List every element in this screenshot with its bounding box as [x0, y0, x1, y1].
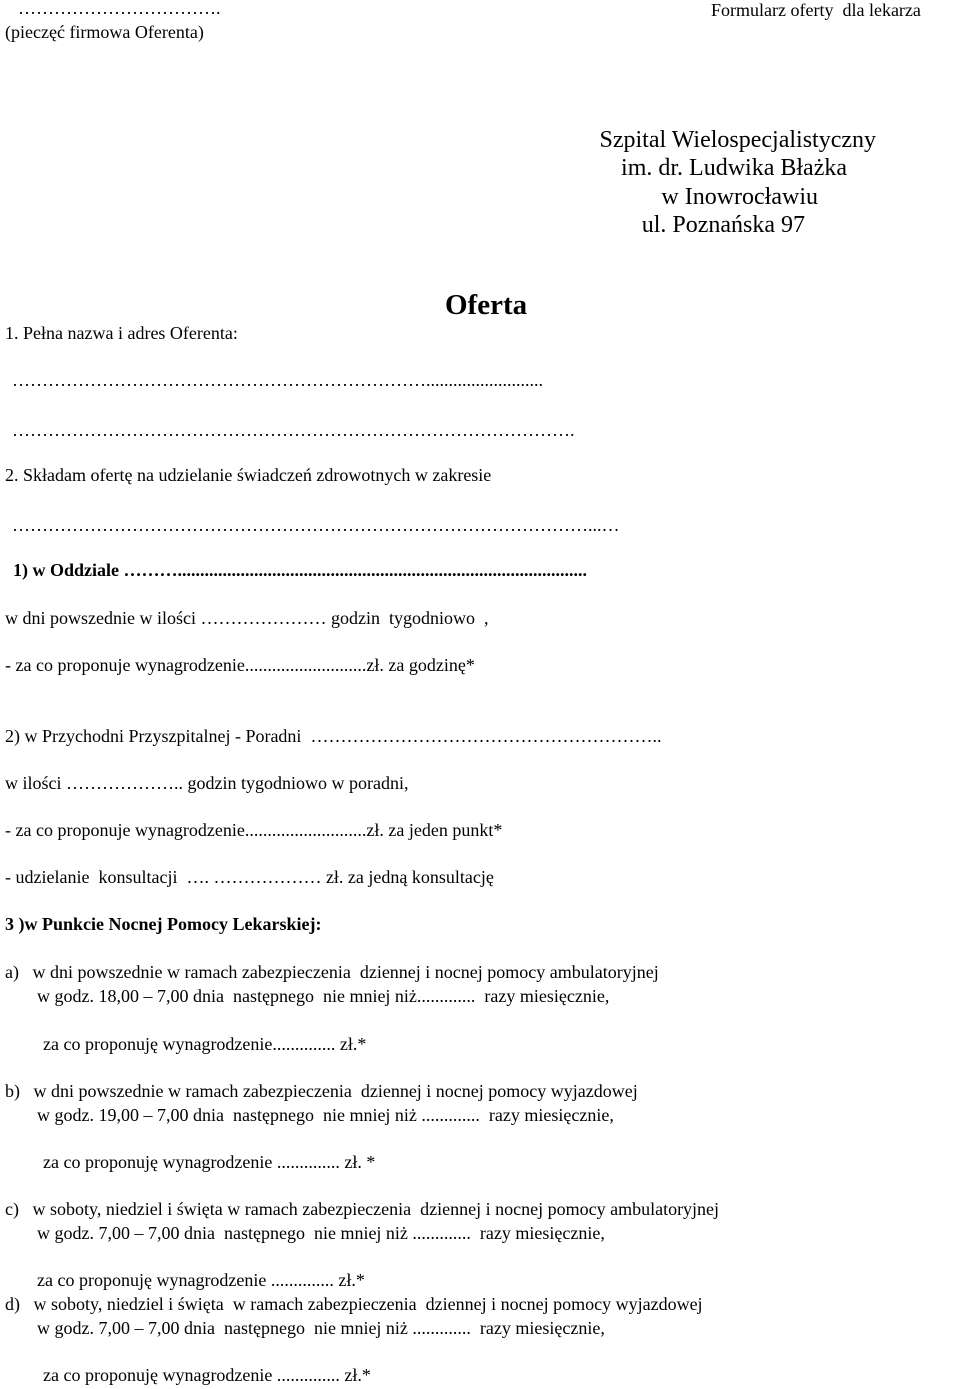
night-heading: 3 )w Punkcie Nocnej Pomocy Lekarskiej: [5, 914, 322, 934]
night-b-line-2: w godz. 19,00 – 7,00 dnia następnego nie mniej niż ............. razy miesięcznie, [37, 1105, 614, 1125]
addressee-line-1: Szpital Wielospecjalistyczny [599, 127, 876, 153]
section-1-dots-2: …………………………………………………………………………………. [12, 420, 575, 440]
night-d-line-1: d) w soboty, niedziel i święta w ramach zabezpieczenia dziennej i nocnej pomocy wyjazdowej [5, 1294, 703, 1314]
section-2-dots: ……………………………………………………………………………………...… [12, 515, 620, 535]
addressee-line-2: im. dr. Ludwika Błażka [621, 155, 847, 181]
clinic-pay: - za co proponuje wynagrodzenie...........................zł. za jeden punkt* [5, 820, 503, 840]
night-b-line-3: za co proponuję wynagrodzenie .............. zł. * [43, 1152, 376, 1172]
clinic-heading: 2) w Przychodni Przyszpitalnej - Poradni ………………………………………………….. [5, 726, 662, 746]
night-d-line-3: za co proponuję wynagrodzenie .............. zł.* [43, 1365, 371, 1385]
section-2-label: 2. Składam ofertę na udzielanie świadczeń zdrowotnych w zakresie [5, 465, 492, 485]
clinic-consult: - udzielanie konsultacji …. ……………… zł. za jedną konsultację [5, 867, 494, 887]
night-a-line-1: a) w dni powszednie w ramach zabezpieczenia dziennej i nocnej pomocy ambulatoryjnej [5, 962, 659, 982]
form-title: Formularz oferty dla lekarza [711, 0, 921, 20]
stamp-dots: ……………………………. [18, 0, 221, 18]
night-a-line-2: w godz. 18,00 – 7,00 dnia następnego nie mniej niż............. razy miesięcznie, [37, 986, 610, 1006]
addressee-line-4: ul. Poznańska 97 [641, 212, 805, 238]
night-d-line-2: w godz. 7,00 – 7,00 dnia następnego nie mniej niż ............. razy miesięcznie, [37, 1318, 605, 1338]
section-1-label: 1. Pełna nazwa i adres Oferenta: [5, 323, 238, 343]
night-c-line-1: c) w soboty, niedziel i święta w ramach zabezpieczenia dziennej i nocnej pomocy ambulatoryjnej [5, 1199, 720, 1219]
clinic-hours: w ilości ……………….. godzin tygodniowo w poradni, [5, 773, 409, 793]
night-a-line-3: za co proponuję wynagrodzenie.............. zł.* [43, 1034, 367, 1054]
ward-hours: w dni powszednie w ilości ………………… godzin tygodniowo , [5, 608, 489, 628]
section-1-dots-1: …………………………………………………………….......................... [12, 370, 543, 390]
night-c-line-2: w godz. 7,00 – 7,00 dnia następnego nie mniej niż ............. razy miesięcznie, [37, 1223, 605, 1243]
stamp-caption: (pieczęć firmowa Oferenta) [5, 22, 204, 42]
night-c-line-3: za co proponuję wynagrodzenie .............. zł.* [37, 1270, 365, 1290]
ward-heading: 1) w Oddziale ………........................................................................................... [13, 560, 587, 580]
night-b-line-1: b) w dni powszednie w ramach zabezpieczenia dziennej i nocnej pomocy wyjazdowej [5, 1081, 638, 1101]
ward-pay: - za co proponuje wynagrodzenie...........................zł. za godzinę* [5, 655, 475, 675]
page-title: Oferta [445, 289, 528, 321]
addressee-line-3: w Inowrocławiu [661, 184, 818, 210]
